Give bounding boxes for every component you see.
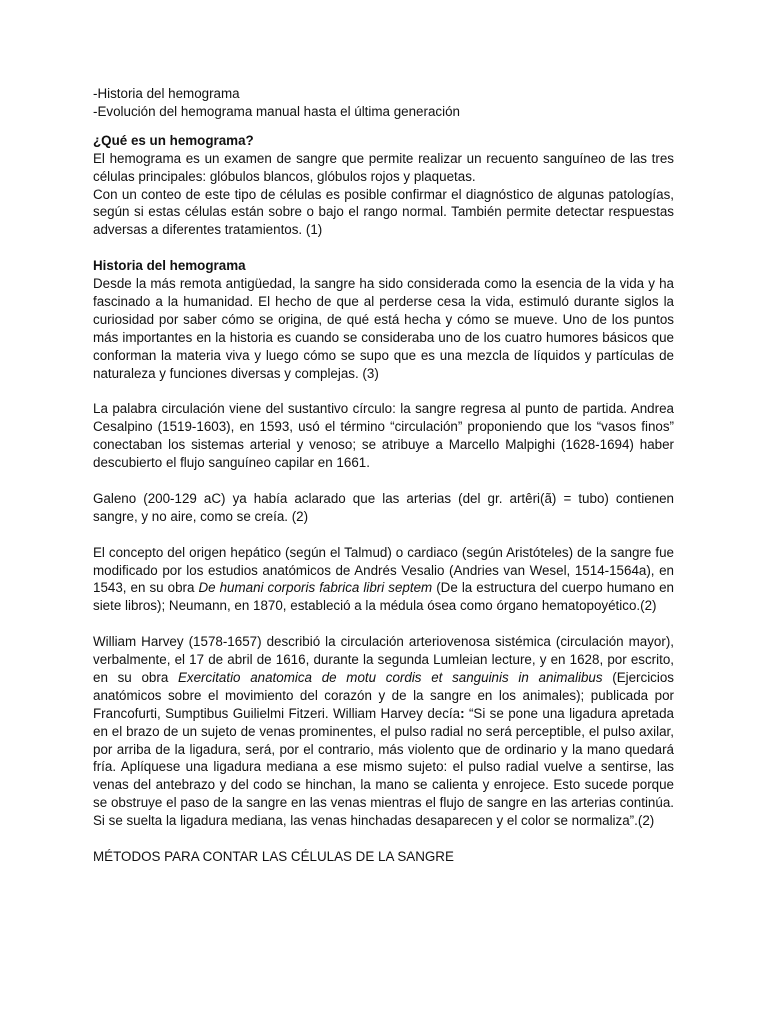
section-heading-history: Historia del hemograma [93,258,246,274]
paragraph-vesalio [93,544,674,616]
paragraph-text: “Si se pone una ligadura apretada en el brazo de un sujeto de venas prominentes, el pulso radial no será perceptible, el pulso axilar, por arriba de la ligadura, será, por el contrario, más violento que de ordinario y la mano quedará fría. Aplíquese una ligadura mediana a ese mismo sujeto: el pulso radial vuelve a sentirse, las venas del antebrazo y del codo se hinchan, la mano se calienta y enrojece. Esto sucede porque se obstruye el paso de la sangre en las venas mientras el flujo de sangre en las arterias continúa. Si se suelta la ligadura mediana, las venas hinchadas desaparecen y el color se normaliza”.(2) [93,705,674,829]
toc-item-history: -Historia del hemograma [93,86,240,101]
document-page [93,85,674,866]
spacer [93,615,674,633]
section-heading-methods: MÉTODOS PARA CONTAR LAS CÉLULAS DE LA SANGRE [93,848,454,864]
paragraph-text: El concepto del origen hepático (según el Talmud) o cardiaco (según Aristóteles) de la sangre fue modificado por los estudios anatómicos de Andrés Vesalio (Andries van Wesel, 1514-1564a), en 1543, en su obra [93,544,674,596]
paragraph-diagnosis: Con un conteo de este tipo de células es posible confirmar el diagnóstico de algunas patologías, según si estas células están sobre o bajo el rango normal. También permite detectar respuestas adversas a diferentes tratamientos. (1) [93,186,674,238]
colon: : [460,705,465,721]
spacer [93,121,674,132]
section-heading-what-is: ¿Qué es un hemograma? [93,132,254,148]
toc-item-evolution: -Evolución del hemograma manual hasta el última generación [93,103,460,119]
spacer [93,830,674,848]
book-title: De humani corporis fabrica libri septem [198,580,433,596]
paragraph-harvey [93,633,674,830]
paragraph-antiquity: Desde la más remota antigüedad, la sangre ha sido considerada como la esencia de la vida y ha fascinado a la humanidad. El hecho de que al perderse cesa la vida, estimuló durante siglos la curiosidad por saber cómo se origina, de qué está hecha y cómo se mueve. Uno de los puntos más importantes en la historia es cuando se consideraba uno de los cuatro humores básicos que conforman la materia viva y luego cómo se supo que es una mezcla de líquidos y partículas de naturaleza y funciones diversas y complejas. (3) [93,276,674,381]
book-title: Exercitatio anatomica de motu cordis et sanguinis in animalibus [177,669,603,685]
paragraph-text: (De la estructura del cuerpo humano en siete libros); Neumann, en 1870, estableció a la médula ósea como órgano hematopoyético.(2) [93,580,674,614]
paragraph-definition: El hemograma es un examen de sangre que permite realizar un recuento sanguíneo de las tres células principales: glóbulos blancos, glóbulos rojos y plaquetas. [93,150,674,184]
paragraph-galeno: Galeno (200-129 aC) ya había aclarado que las arterias (del gr. artêri(ã) = tubo) contienen sangre, y no aire, como se creía. (2) [93,490,674,524]
spacer [93,472,674,490]
paragraph-text: William Harvey (1578-1657) describió la circulación arteriovenosa sistémica (circulación mayor), verbalmente, el 17 de abril de 1616, durante la segunda Lumleian lecture, y en 1628, por escrito, en su obra [93,634,674,685]
paragraph-text: (Ejercicios anatómicos sobre el movimiento del corazón y de la sangre en los animales); publicada por Francofurti, Sumptibus Guilielmi Fitzeri. William Harvey decía [93,669,674,721]
spacer [93,239,674,257]
paragraph-circulation: La palabra circulación viene del sustantivo círculo: la sangre regresa al punto de partida. Andrea Cesalpino (1519-1603), en 1593, usó el término “circulación” proponiendo que los “vasos finos” conectaban los sistemas arterial y venoso; se atribuye a Marcello Malpighi (1628-1694) haber descubierto el flujo sanguíneo capilar en 1661. [93,401,674,471]
spacer [93,382,674,400]
spacer [93,526,674,544]
